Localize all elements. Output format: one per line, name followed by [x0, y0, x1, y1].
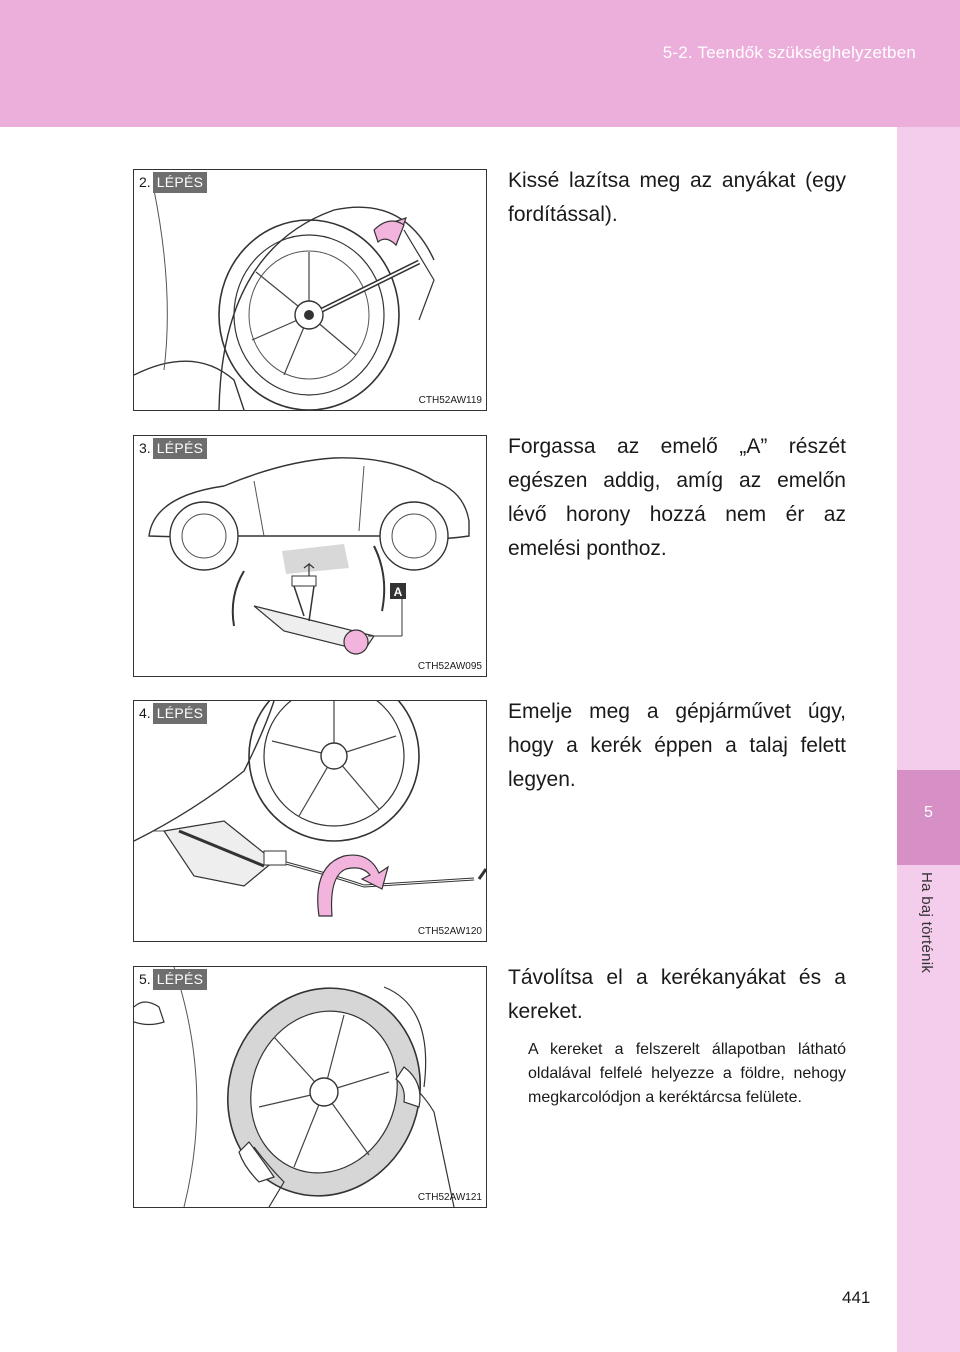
- figure-step-3: [133, 435, 487, 677]
- header-band: [0, 0, 960, 127]
- step-badge: [136, 969, 207, 990]
- page-number: 441: [842, 1288, 871, 1307]
- figure-code: CTH52AW119: [418, 395, 482, 406]
- step-5-instruction: Távolítsa el a kerékanyákat és a kereket.: [508, 966, 846, 1023]
- part-label-a: A: [393, 585, 403, 599]
- chapter-side-tab: [897, 127, 960, 1352]
- step-number: 2.: [136, 172, 153, 193]
- step-number: 5.: [136, 969, 153, 990]
- figure-code: CTH52AW095: [417, 661, 482, 672]
- step-2-instruction: Kissé lazítsa meg az anyákat (egy fordítással).: [508, 169, 846, 226]
- car-jack-illustration: [134, 436, 486, 676]
- step-number: 3.: [136, 438, 153, 459]
- figure-code: CTH52AW121: [417, 1192, 482, 1203]
- figure-step-4: [133, 700, 487, 942]
- step-3-instruction: Forgassa az emelő „A” részét egészen addig, amíg az emelőn lévő horony hozzá nem ér az emelési ponthoz.: [508, 435, 846, 560]
- step-5-note: A kereket a felszerelt állapotban látható oldalával felfelé helyezze a földre, nehogy megkarcolódjon a keréktárcsa felülete.: [528, 1041, 846, 1106]
- raise-vehicle-illustration: [134, 701, 486, 941]
- step-label: LÉPÉS: [153, 703, 208, 724]
- chapter-title: Ha baj történik: [918, 872, 935, 974]
- step-4-instruction: Emelje meg a gépjárművet úgy, hogy a kerék éppen a talaj felett legyen.: [508, 700, 846, 791]
- figure-step-2: [133, 169, 487, 411]
- remove-wheel-illustration: [134, 967, 486, 1207]
- step-label: LÉPÉS: [153, 969, 208, 990]
- step-label: LÉPÉS: [153, 172, 208, 193]
- step-number: 4.: [136, 703, 153, 724]
- step-badge: [136, 438, 207, 459]
- step-badge: [136, 172, 207, 193]
- chapter-number: 5: [924, 804, 933, 821]
- figure-step-5: [133, 966, 487, 1208]
- section-title: 5-2. Teendők szükséghelyzetben: [662, 43, 916, 62]
- step-label: LÉPÉS: [153, 438, 208, 459]
- step-badge: [136, 703, 207, 724]
- wheel-loosen-illustration: [134, 170, 486, 410]
- figure-code: CTH52AW120: [417, 926, 482, 937]
